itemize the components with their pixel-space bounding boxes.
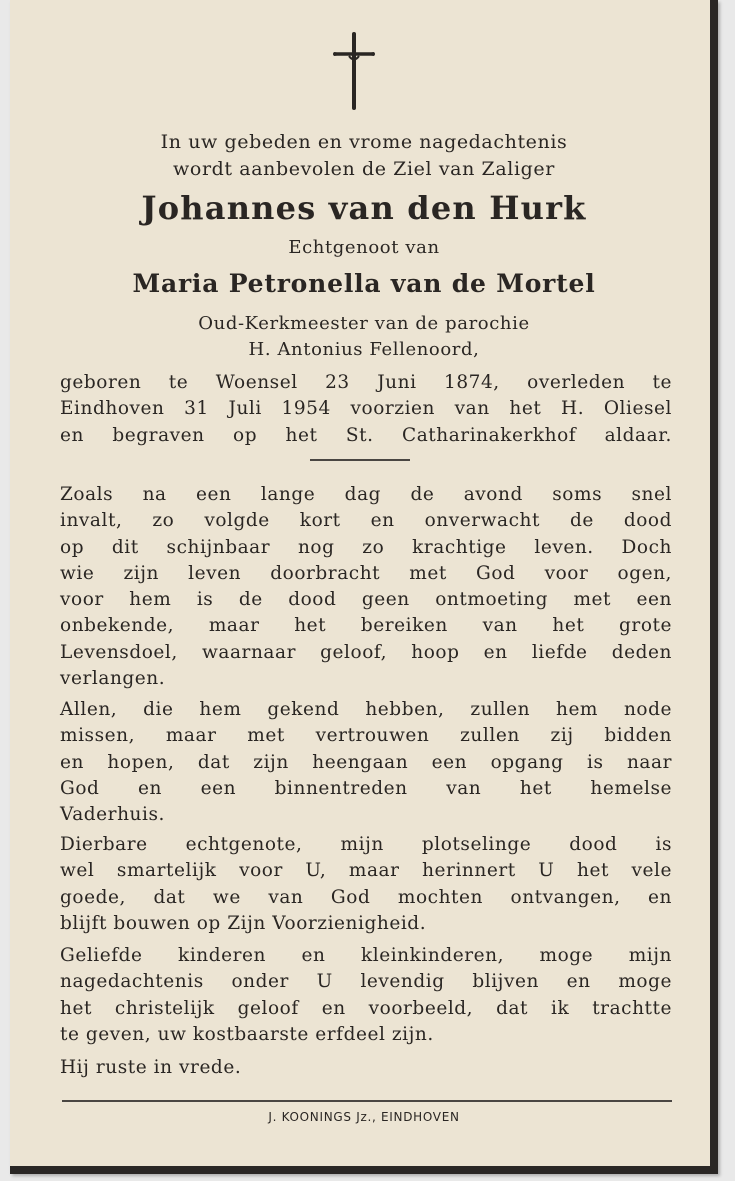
- paragraph-4: [60, 943, 672, 1048]
- text-line: Dierbare echtgenote, mijn plotselinge dood is: [60, 834, 672, 855]
- text-line: het christelijk geloof en voorbeeld, dat ik trachtte: [60, 997, 672, 1019]
- role-line-1: Oud-Kerkmeester van de parochie: [198, 313, 530, 334]
- paragraph-2: [60, 697, 672, 828]
- text-line: nagedachtenis onder U levendig blijven en moge: [60, 971, 672, 993]
- text-line: verlangen.: [60, 668, 166, 690]
- bio-line: geboren te Woensel 23 Juni 1874, overleden te: [60, 372, 672, 393]
- intro-line-2: wordt aanbevolen de Ziel van Zaliger: [173, 158, 555, 180]
- divider-short: [310, 459, 410, 461]
- text-line: Vaderhuis.: [60, 804, 165, 826]
- text-line: Allen, die hem gekend hebben, zullen hem node: [60, 699, 672, 720]
- text-line: en hopen, dat zijn heengaan een opgang is naar: [60, 751, 672, 773]
- role-line-2: H. Antonius Fellenoord,: [248, 339, 480, 360]
- text-line: wel smartelijk voor U, maar herinnert U het vele: [60, 860, 672, 882]
- cross-icon: [332, 32, 376, 110]
- text-line: missen, maar met vertrouwen zullen zij bidden: [60, 725, 672, 747]
- biography: [60, 370, 672, 449]
- text-line: goede, dat we van God mochten ontvangen, en: [60, 886, 672, 908]
- text-line: Zoals na een lange dag de avond soms snel: [60, 484, 672, 505]
- printer-credit: J. KOONINGS Jz., EINDHOVEN: [268, 1110, 460, 1124]
- paragraph-5: [60, 1055, 672, 1081]
- text-line: te geven, uw kostbaarste erfdeel zijn.: [60, 1023, 434, 1045]
- spouse-label: Echtgenoot van: [288, 237, 440, 258]
- text-line: wie zijn leven doorbracht met God voor ogen,: [60, 562, 672, 584]
- text-line: invalt, zo volgde kort en onverwacht de dood: [60, 510, 672, 532]
- bio-line: Eindhoven 31 Juli 1954 voorzien van het H. Oliesel: [60, 398, 672, 420]
- memorial-card: [10, 0, 718, 1174]
- text-line: onbekende, maar het bereiken van het grote: [60, 615, 672, 637]
- closing-line: Hij ruste in vrede.: [60, 1057, 242, 1078]
- spouse-name: Maria Petronella van de Mortel: [132, 269, 596, 298]
- divider-long: [62, 1100, 672, 1102]
- text-line: God en een binnentreden van het hemelse: [60, 777, 672, 799]
- text-line: op dit schijnbaar nog zo krachtige leven. Doch: [60, 536, 672, 558]
- intro-line-1: In uw gebeden en vrome nagedachtenis: [160, 131, 568, 153]
- deceased-name: Johannes van den Hurk: [141, 189, 587, 227]
- text-line: Levensdoel, waarnaar geloof, hoop en liefde deden: [60, 641, 672, 663]
- text-line: blijft bouwen op Zijn Voorzienigheid.: [60, 912, 427, 934]
- paragraph-1: [60, 482, 672, 692]
- text-line: Geliefde kinderen en kleinkinderen, moge mijn: [60, 945, 672, 966]
- paragraph-3: [60, 832, 672, 937]
- text-line: voor hem is de dood geen ontmoeting met een: [60, 589, 672, 611]
- bio-line: en begraven op het St. Catharinakerkhof aldaar.: [60, 424, 672, 446]
